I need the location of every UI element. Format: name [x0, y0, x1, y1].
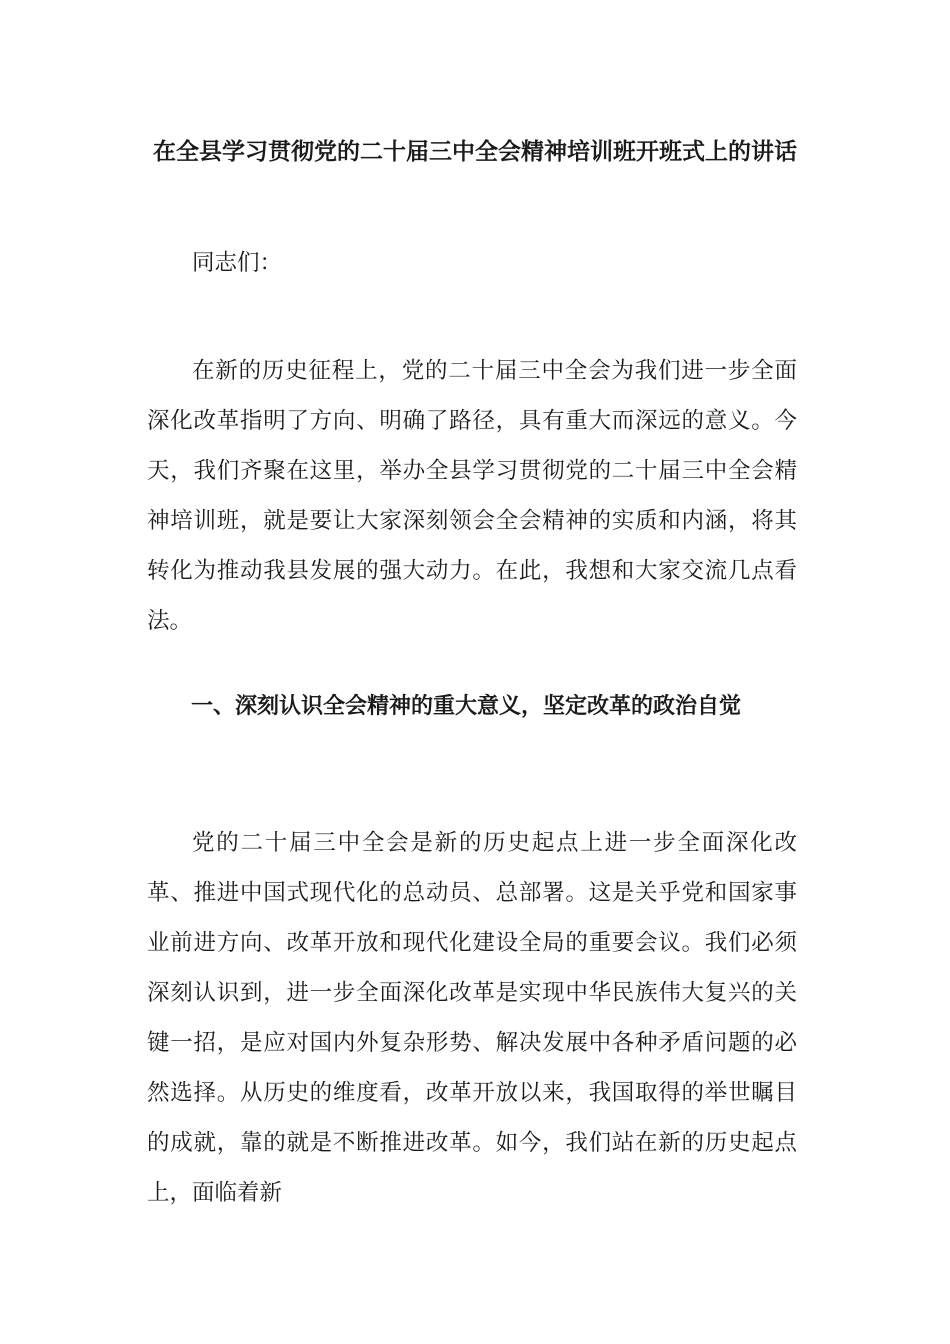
document-title: 在全县学习贯彻党的二十届三中全会精神培训班开班式上的讲话 [153, 138, 797, 165]
salutation: 同志们： [192, 250, 283, 276]
paragraph-1: 在新的历史征程上，党的二十届三中全会为我们进一步全面深化改革指明了方向、明确了路径，具有重大而深远的意义。今天，我们齐聚在这里，举办全县学习贯彻党的二十届三中全会精神培训班，就是要让大家深刻领会全会精神的实质和内涵，将其转化为推动我县发展的强大动力。在此，我想和大家交流几点看法。 [147, 358, 797, 634]
paragraph-2: 党的二十届三中全会是新的历史起点上进一步全面深化改革、推进中国式现代化的总动员、总部署。这是关乎党和国家事业前进方向、改革开放和现代化建设全局的重要会议。我们必须深刻认识到，进一步全面深化改革是实现中华民族伟大复兴的关键一招，是应对国内外复杂形势、解决发展中各种矛盾问题的必然选择。从历史的维度看，改革开放以来，我国取得的举世瞩目的成就，靠的就是不断推进改革。如今，我们站在新的历史起点上，面临着新 [147, 830, 797, 1206]
section-heading-1: 一、深刻认识全会精神的重大意义，坚定改革的政治自觉 [191, 694, 742, 719]
